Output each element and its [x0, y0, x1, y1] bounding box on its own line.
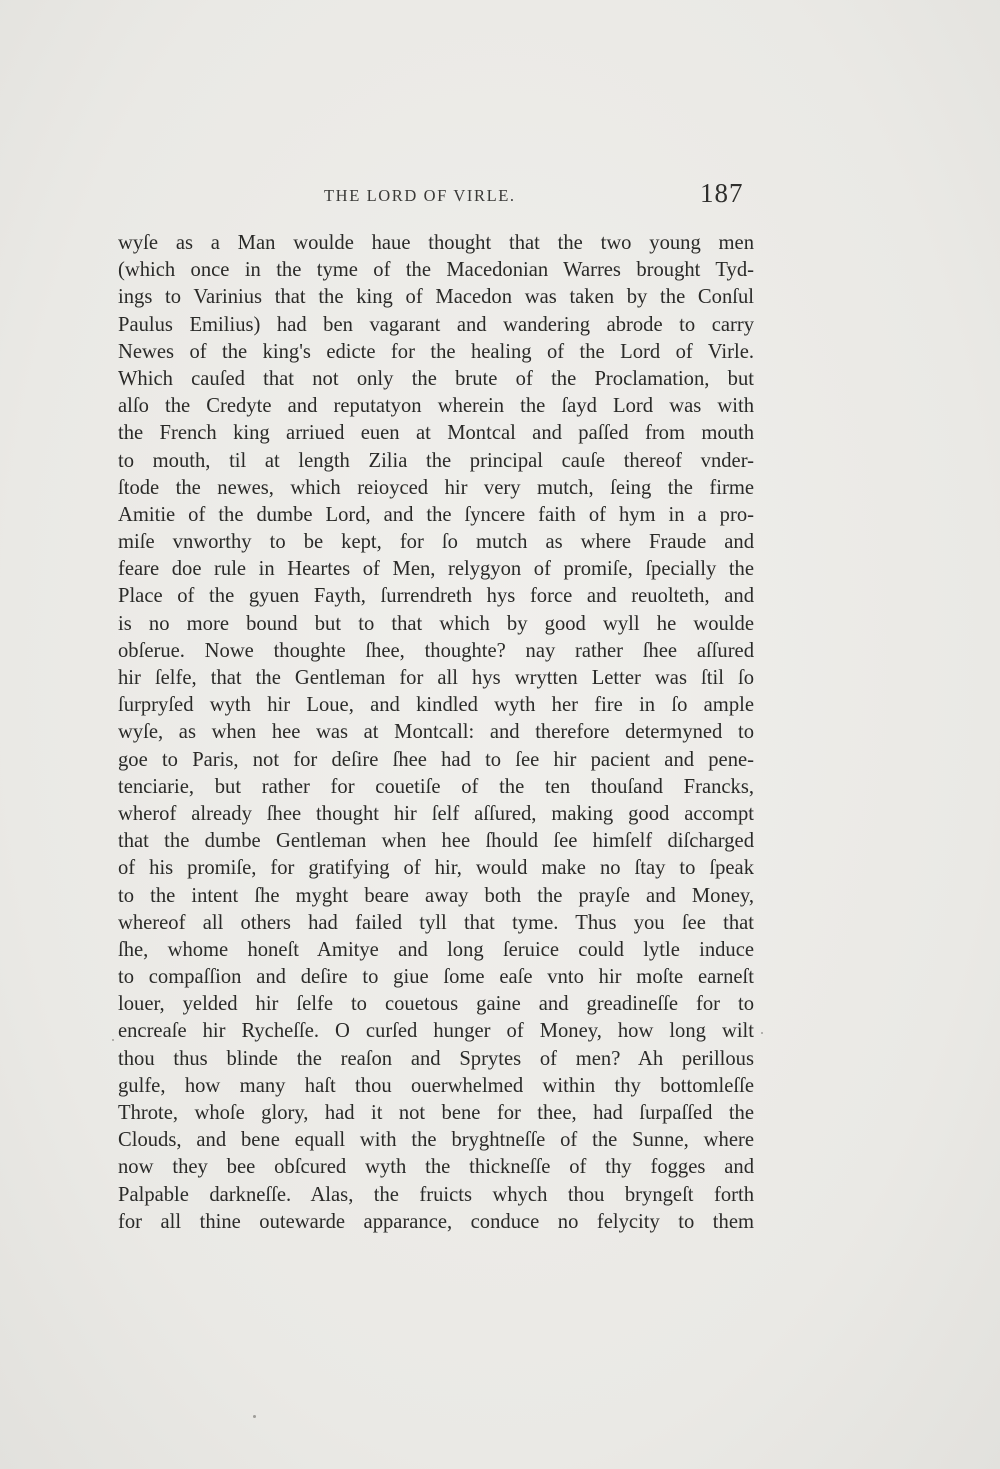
text-line: hir ſelfe, that the Gentleman for all hys wrytten Letter was ſtil ſo: [118, 667, 754, 689]
text-line: louer, yelded hir ſelfe to couetous gaine and greadineſſe for to: [118, 993, 754, 1016]
text-line: to the intent ſhe myght beare away both the prayſe and Money,: [118, 884, 754, 907]
text-line: is no more bound but to that which by good wyll he woulde: [118, 612, 754, 635]
text-line: thou thus blinde the reaſon and Sprytes of men? Ah perillous: [118, 1047, 754, 1070]
text-line: gulfe, how many haſt thou ouerwhelmed within thy bottomleſſe: [118, 1074, 754, 1097]
text-line: ſhe, whome honeſt Amitye and long ſeruice could lytle induce: [118, 938, 754, 961]
running-head: [0, 178, 1000, 214]
text-line: of his promiſe, for gratifying of hir, would make no ſtay to ſpeak: [118, 857, 754, 880]
text-line: ſurpryſed wyth hir Loue, and kindled wyth her fire in ſo ample: [118, 694, 754, 717]
text-line: obſerue. Nowe thoughte ſhee, thoughte? nay rather ſhee aſſured: [118, 639, 754, 662]
paper-speck: [112, 1039, 114, 1041]
text-line: feare doe rule in Heartes of Men, relygyon of promiſe, ſpecially the: [118, 558, 754, 581]
text-line: to compaſſion and deſire to giue ſome eaſe vnto hir moſte earneſt: [118, 966, 754, 989]
text-line: now they bee obſcured wyth the thickneſſe of thy fogges and: [118, 1156, 754, 1179]
text-line: alſo the Credyte and reputatyon wherein the ſayd Lord was with: [118, 395, 754, 418]
text-line: ſtode the newes, which reioyced hir very mutch, ſeing the firme: [118, 476, 754, 499]
text-line: goe to Paris, not for deſire ſhee had to ſee hir pacient and pene-: [118, 748, 754, 771]
page-number: 187: [700, 178, 744, 208]
text-line: Paulus Emilius) had ben vagarant and wandering abrode to carry: [118, 313, 754, 336]
text-line: Clouds, and bene equall with the bryghtneſſe of the Sunne, where: [118, 1129, 754, 1152]
text-line: Place of the gyuen Fayth, ſurrendreth hys force and reuolteth, and: [118, 585, 754, 608]
paper-speck: [253, 1415, 256, 1418]
text-line: wherof already ſhee thought hir ſelf aſſured, making good accompt: [118, 802, 754, 825]
text-line: that the dumbe Gentleman when hee ſhould ſee himſelf diſcharged: [118, 830, 754, 853]
text-line: ings to Varinius that the king of Macedon was taken by the Conſul: [118, 286, 754, 309]
text-line: Which cauſed that not only the brute of the Proclamation, but: [118, 367, 754, 390]
text-line: Throte, whoſe glory, had it not bene for thee, had ſurpaſſed the: [118, 1102, 754, 1124]
text-line: Palpable darkneſſe. Alas, the fruicts whych thou bryngeſt forth: [118, 1183, 754, 1206]
text-line: Newes of the king's edicte for the healing of the Lord of Virle.: [118, 340, 754, 363]
text-line: whereof all others had failed tyll that tyme. Thus you ſee that: [118, 911, 754, 934]
text-line: Amitie of the dumbe Lord, and the ſyncere faith of hym in a pro-: [118, 503, 754, 526]
text-line: to mouth, til at length Zilia the principal cauſe thereof vnder-: [118, 449, 754, 472]
paper-speck: [761, 1032, 763, 1034]
text-line: encreaſe hir Rycheſſe. O curſed hunger of Money, how long wilt: [118, 1020, 754, 1043]
text-line: the French king arriued euen at Montcal and paſſed from mouth: [118, 422, 754, 445]
text-line: (which once in the tyme of the Macedonian Warres brought Tyd-: [118, 259, 754, 282]
text-line: tenciarie, but rather for couetiſe of the ten thouſand Francks,: [118, 775, 754, 798]
text-line: wyſe, as when hee was at Montcall: and therefore determyned to: [118, 721, 754, 744]
text-line: miſe vnworthy to be kept, for ſo mutch as where Fraude and: [118, 531, 754, 554]
text-line: wyſe as a Man woulde haue thought that the two young men: [118, 232, 754, 254]
text-line: for all thine outewarde apparance, conduce no felycity to them: [118, 1210, 754, 1233]
body-text: [118, 230, 754, 1236]
running-title: THE LORD OF VIRLE.: [324, 186, 516, 205]
